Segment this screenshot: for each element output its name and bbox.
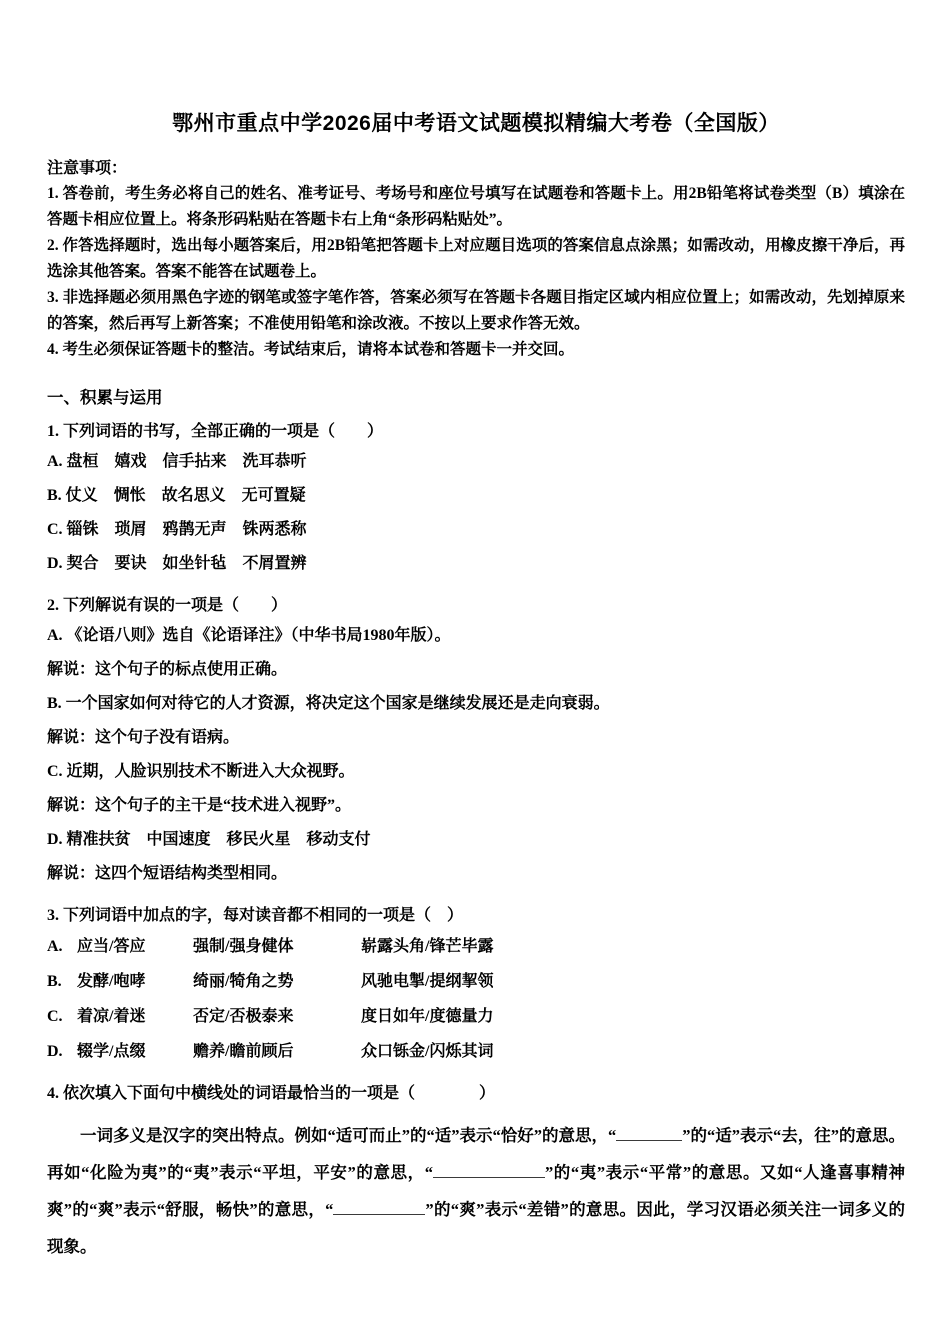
q2-stem: 2. 下列解说有误的一项是（ ） <box>47 597 288 614</box>
notice-item-4: 4. 考生必须保证答题卡的整洁。考试结束后，请将本试卷和答题卡一并交回。 <box>47 341 575 358</box>
q3-row-d-pair-2: 赡养/瞻前顾后 <box>193 1043 294 1060</box>
q3-row-c-pair-3: 度日如年/度德量力 <box>361 1008 494 1025</box>
q2-option-b: B. 一个国家如何对待它的人才资源，将决定这个国家是继续发展还是走向衰弱。 <box>47 695 610 712</box>
section-heading: 一、积累与运用 <box>47 389 163 407</box>
q3-stem: 3. 下列词语中加点的字，每对读音都不相同的一项是（ ） <box>47 907 464 924</box>
q3-row-c-pair-2: 否定/否极泰来 <box>193 1008 294 1025</box>
q3-row-a-pair-3: 崭露头角/锋芒毕露 <box>361 938 494 955</box>
q3-row-c-label: C. <box>47 1008 63 1025</box>
q4-passage-seg-3: ”的“夷”表示“平常”的意思。又如“人逢喜事精神爽”的“爽”表示“舒服，畅快”的意思，“ <box>47 1163 906 1219</box>
q1-stem: 1. 下列词语的书写，全部正确的一项是（ ） <box>47 423 384 440</box>
q4-passage <box>47 1117 905 1265</box>
q3-row-a <box>47 929 905 964</box>
q4-passage-seg-4: ”的“爽”表示“差错”的意思。因此，学习汉语必须关注一词多义的现象。 <box>47 1200 906 1256</box>
notice-item-3: 3. 非选择题必须用黑色字迹的钢笔或签字笔作答，答案必须写在答题卡各题目指定区域内相应位置上；如需改动，先划掉原来的答案，然后再写上新答案；不准使用铅笔和涂改液。不按以上要求作答无效。 <box>47 289 905 332</box>
q3-row-a-pair-1: 应当/答应 <box>77 938 146 955</box>
q4-passage-seg-1: 一词多义是汉字的突出特点。例如“适可而止”的“适”表示“恰好”的意思，“ <box>80 1126 617 1145</box>
q3-row-d-label: D. <box>47 1043 63 1060</box>
notice-section <box>47 156 905 363</box>
q2-explain-c: 解说：这个句子的主干是“技术进入视野”。 <box>47 797 352 814</box>
q3-row-c-pair-1: 着凉/着迷 <box>77 1008 146 1025</box>
q3-row-b-pair-2: 绮丽/犄角之势 <box>193 973 294 990</box>
q3-row-c <box>47 999 905 1034</box>
q3-row-d-pair-3: 众口铄金/闪烁其词 <box>361 1043 494 1060</box>
q3-row-b-pair-1: 发酵/咆哮 <box>77 973 146 990</box>
notice-item-2: 2. 作答选择题时，选出每小题答案后，用2B铅笔把答题卡上对应题目选项的答案信息点涂黑；如需改动，用橡皮擦干净后，再选涂其他答案。答案不能答在试题卷上。 <box>47 237 905 280</box>
blank-line-3 <box>333 1201 425 1215</box>
q1-option-d: D. 契合 要诀 如坐针毡 不屑置辨 <box>47 555 307 572</box>
q2-option-a: A. 《论语八则》选自《论语译注》（中华书局1980年版）。 <box>47 627 451 644</box>
q2-explain-d: 解说：这四个短语结构类型相同。 <box>47 865 288 882</box>
q4-passage-seg-2: ”的“适”表示“去，往”的意思。再如“化险为夷”的“夷”表示“平坦，平安”的意思，“ <box>47 1126 905 1182</box>
q3-row-a-pair-2: 强制/强身健体 <box>193 938 294 955</box>
q2-explain-a: 解说：这个句子的标点使用正确。 <box>47 661 288 678</box>
q3-row-d <box>47 1034 905 1069</box>
notice-item-1: 1. 答卷前，考生务必将自己的姓名、准考证号、考场号和座位号填写在试题卷和答题卡上。用2B铅笔将试卷类型（B）填涂在答题卡相应位置上。将条形码粘贴在答题卡右上角“条形码粘贴处”。 <box>47 185 905 228</box>
q2-option-c: C. 近期，人脸识别技术不断进入大众视野。 <box>47 763 355 780</box>
question-1 <box>47 419 905 581</box>
notice-heading: 注意事项： <box>47 160 128 177</box>
q3-row-a-label: A. <box>47 938 63 955</box>
question-3 <box>47 903 905 1069</box>
q2-explain-b: 解说：这个句子没有语病。 <box>47 729 240 746</box>
q3-row-d-pair-1: 辍学/点缀 <box>77 1043 146 1060</box>
question-2 <box>47 593 905 891</box>
q3-row-b-pair-3: 风驰电掣/提纲挈领 <box>361 973 494 990</box>
page-title: 鄂州市重点中学2026届中考语文试题模拟精编大考卷（全国版） <box>172 112 780 135</box>
q3-row-b-label: B. <box>47 973 62 990</box>
q1-option-b: B. 仗义 惆怅 故名思义 无可置疑 <box>47 487 306 504</box>
blank-line-1 <box>616 1127 682 1141</box>
q2-option-d: D. 精准扶贫 中国速度 移民火星 移动支付 <box>47 831 371 848</box>
q3-row-b <box>47 964 905 999</box>
q1-option-a: A. 盘桓 嬉戏 信手拈来 洗耳恭听 <box>47 453 307 470</box>
blank-line-2 <box>433 1164 545 1178</box>
q1-option-c: C. 锱铢 琐屑 鸦鹊无声 铢两悉称 <box>47 521 307 538</box>
question-4 <box>47 1081 905 1265</box>
q4-stem: 4. 依次填入下面句中横线处的词语最恰当的一项是（ ） <box>47 1085 496 1102</box>
